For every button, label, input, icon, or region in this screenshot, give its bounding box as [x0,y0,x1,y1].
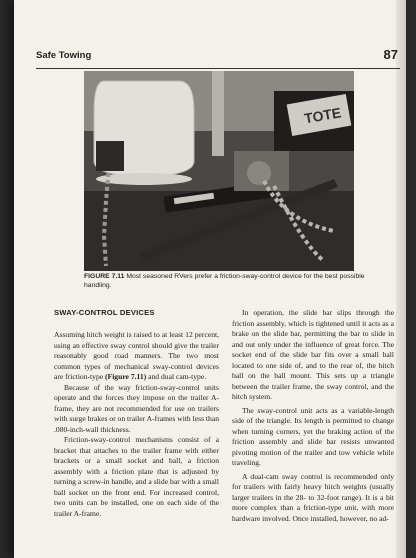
figure-caption-text: Most seasoned RVers prefer a friction-sway-control device for the best possible handling. [84,273,365,289]
page-number: 87 [383,47,398,62]
figure-photo [84,71,354,271]
right-paragraph-1: In operation, the slide bar slips through the friction assembly, which is tightened until it acts as a brake on the slide bar, permitting the bar to slide in and out only under the influence of great force. The socket end of the slide bar fits over a small ball located to one side of, and to the rear of, the hitch ball on the ball mount. This sets up a triangle between the trailer frame, the sway control, and the hitch system. [232,308,394,401]
running-header [36,47,400,69]
book-page [14,0,406,558]
figure-label: FIGURE 7.11 [84,273,125,280]
left-paragraph-2: Because of the way friction-sway-control units operate and the forces they impose on the trailer A-frame, they are not recommended for use on trailers with surge brakes or on trailer A-frames with less than .080-inch-wall thickness. [54,382,219,434]
left-paragraph-1: Assuming hitch weight is raised to at least 12 percent, using an effective sway control should give the trailer reasonably good road manners. The two most common types of mechanical sway-control devices are friction-type (Figure 7.11) and dual cam-type. [54,330,219,381]
photo-text: TOTE [303,104,343,127]
left-column [54,330,219,519]
left-paragraph-3: Friction-sway-control mechanisms consist of a bracket that attaches to the trailer frame with either brackets or a small socket and ball, a friction assembly with a friction plate that is adjusted by turning a screw-in handle, and a slide bar with a small ball socket on the front end. For increased control, two units can be installed, one on each side of the trailer A-frame. [54,435,219,518]
chapter-title: Safe Towing [36,50,92,61]
right-paragraph-2: The sway-control unit acts as a variable-length side of the triangle. Its length is permitted to change when turning corners, yet the braking action of the friction assembly and slide bar resists unwanted pivoting motion of the trailer and tow vehicle while traveling. [232,405,394,467]
section-heading: SWAY-CONTROL DEVICES [54,308,155,317]
figure-caption [84,272,374,290]
right-column [232,308,394,524]
right-paragraph-3: A dual-cam sway control is recommended only for trailers with fairly heavy hitch weights (usually larger trailers in the 28- to 32-foot range). It is a bit more complex than a friction-type unit, with more hardware involved. Once installed, however, no ad- [232,471,394,523]
figure-reference: (Figure 7.11) [105,372,147,381]
page-edge [396,0,406,558]
hitch-photo-illustration [84,71,354,271]
